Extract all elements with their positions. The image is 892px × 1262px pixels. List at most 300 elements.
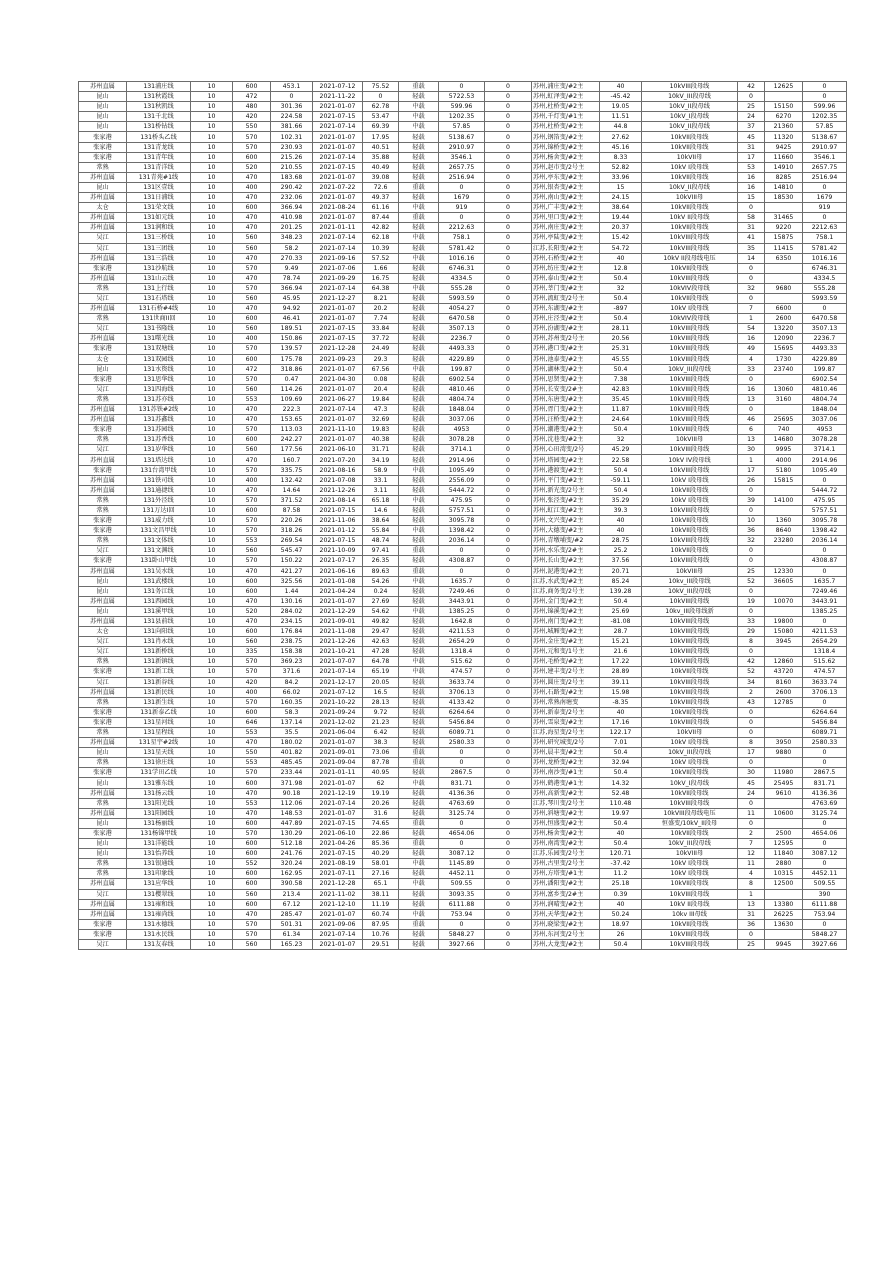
date-cell: 2021-09-24 (313, 707, 363, 717)
load-status-cell: 中载 (399, 909, 439, 919)
available-cell: 0 (803, 919, 847, 929)
capacity-cell: 11980 (765, 768, 803, 778)
margin-cell: 2556.09 (439, 475, 485, 485)
sub-value-cell: 85.24 (600, 576, 642, 586)
sub-value-cell: 50.4 (600, 314, 642, 324)
load-cell: 94.92 (271, 304, 313, 314)
bus-section-cell: 10kV I段母线 (642, 869, 738, 879)
available-cell: 3037.06 (803, 415, 847, 425)
reserve-cell: 0 (485, 485, 532, 495)
load-status-cell: 轻载 (399, 344, 439, 354)
date-cell: 2021-01-07 (313, 778, 363, 788)
load-rate-cell: 62 (363, 778, 399, 788)
margin-cell: 1848.04 (439, 405, 485, 415)
sub-value-cell: 25.2 (600, 546, 642, 556)
count-cell: 36 (738, 526, 765, 536)
sub-value-cell: 44.8 (600, 122, 642, 132)
bus-section-cell: 10kVIII段母线 (642, 354, 738, 364)
rated-capacity-cell: 600 (233, 627, 271, 637)
sub-value-cell: 17.16 (600, 717, 642, 727)
capacity-cell: 9610 (765, 788, 803, 798)
available-cell: 390 (803, 889, 847, 899)
voltage-cell: 10 (191, 879, 233, 889)
bus-section-cell: 10kVII段母线 (642, 667, 738, 677)
load-cell: 213.4 (271, 889, 313, 899)
sub-value-cell: 39.3 (600, 505, 642, 515)
table-row (79, 495, 847, 505)
line-name-cell: 131日浦线 (127, 193, 191, 203)
substation-cell: 苏州,富乡变/2#主 (532, 889, 600, 899)
date-cell: 2021-01-11 (313, 223, 363, 233)
margin-cell: 4654.06 (439, 828, 485, 838)
reserve-cell: 0 (485, 667, 532, 677)
margin-cell: 3633.74 (439, 677, 485, 687)
available-cell: 1016.16 (803, 253, 847, 263)
line-name-cell: 131桥钻线 (127, 122, 191, 132)
sub-value-cell: 19.05 (600, 102, 642, 112)
region-cell: 常熟 (79, 758, 127, 768)
load-cell: 114.26 (271, 384, 313, 394)
capacity-cell: 15150 (765, 102, 803, 112)
count-cell: 34 (738, 677, 765, 687)
load-cell: 130.16 (271, 596, 313, 606)
available-cell: 199.87 (803, 364, 847, 374)
capacity-cell (765, 929, 803, 939)
load-status-cell: 轻载 (399, 142, 439, 152)
bus-section-cell: 10kVII段母线 (642, 526, 738, 536)
sub-value-cell: 35.29 (600, 495, 642, 505)
load-status-cell: 轻载 (399, 929, 439, 939)
available-cell: 2236.7 (803, 334, 847, 344)
line-name-cell: 131三团线 (127, 243, 191, 253)
table-row (79, 738, 847, 748)
date-cell: 2021-07-15 (313, 849, 363, 859)
load-rate-cell: 38.64 (363, 516, 399, 526)
load-status-cell: 轻载 (399, 243, 439, 253)
count-cell: 32 (738, 536, 765, 546)
load-rate-cell: 53.47 (363, 112, 399, 122)
load-rate-cell: 35.88 (363, 152, 399, 162)
sub-value-cell: 45.55 (600, 354, 642, 364)
region-cell: 常熟 (79, 536, 127, 546)
reserve-cell: 0 (485, 828, 532, 838)
rated-capacity-cell: 646 (233, 717, 271, 727)
region-cell: 苏州直属 (79, 475, 127, 485)
load-cell: 109.69 (271, 394, 313, 404)
date-cell: 2021-07-14 (313, 929, 363, 939)
voltage-cell: 10 (191, 808, 233, 818)
region-cell: 苏州直属 (79, 172, 127, 182)
sub-value-cell: 139.28 (600, 586, 642, 596)
load-rate-cell: 27.16 (363, 869, 399, 879)
reserve-cell: 0 (485, 384, 532, 394)
count-cell: 16 (738, 334, 765, 344)
voltage-cell: 10 (191, 556, 233, 566)
date-cell: 2021-12-10 (313, 899, 363, 909)
available-cell: 0 (803, 697, 847, 707)
capacity-cell (765, 798, 803, 808)
count-cell: 30 (738, 768, 765, 778)
rated-capacity-cell: 570 (233, 667, 271, 677)
substation-cell: 苏州,元和变/1号主 (532, 647, 600, 657)
table-row (79, 213, 847, 223)
table-row (79, 172, 847, 182)
load-cell: 390.58 (271, 879, 313, 889)
rated-capacity-cell: 600 (233, 505, 271, 515)
reserve-cell: 0 (485, 344, 532, 354)
voltage-cell: 10 (191, 939, 233, 949)
rated-capacity-cell: 420 (233, 112, 271, 122)
line-name-cell: 131润和线 (127, 223, 191, 233)
sub-value-cell: 19.44 (600, 213, 642, 223)
line-name-cell: 131新谷线 (127, 677, 191, 687)
rated-capacity-cell: 560 (233, 939, 271, 949)
count-cell: 0 (738, 707, 765, 717)
load-rate-cell: 1.66 (363, 263, 399, 273)
reserve-cell: 0 (485, 778, 532, 788)
voltage-cell: 10 (191, 92, 233, 102)
count-cell: 0 (738, 728, 765, 738)
margin-cell: 6470.58 (439, 314, 485, 324)
region-cell: 常熟 (79, 162, 127, 172)
date-cell: 2021-12-17 (313, 677, 363, 687)
load-cell: 233.44 (271, 768, 313, 778)
load-status-cell: 轻载 (399, 485, 439, 495)
line-name-cell: 131苏铁#2线 (127, 405, 191, 415)
substation-cell: 苏州,池泰变/#2主 (532, 354, 600, 364)
table-row (79, 324, 847, 334)
substation-cell: 苏州,锦溪变/#2主 (532, 606, 600, 616)
count-cell: 8 (738, 879, 765, 889)
date-cell: 2021-01-12 (313, 526, 363, 536)
region-cell: 张家港 (79, 526, 127, 536)
load-rate-cell: 65.18 (363, 495, 399, 505)
line-name-cell: 131青苑#1线 (127, 172, 191, 182)
reserve-cell: 0 (485, 475, 532, 485)
available-cell: 0 (803, 758, 847, 768)
voltage-cell: 10 (191, 253, 233, 263)
line-name-cell: 131杨锦甲线 (127, 828, 191, 838)
region-cell: 昆山 (79, 818, 127, 828)
reserve-cell: 0 (485, 455, 532, 465)
line-name-cell: 131区壹线 (127, 182, 191, 192)
load-rate-cell: 20.05 (363, 677, 399, 687)
voltage-cell: 10 (191, 203, 233, 213)
margin-cell: 555.28 (439, 283, 485, 293)
available-cell: 0 (803, 616, 847, 626)
sub-value-cell: 50.4 (600, 748, 642, 758)
load-rate-cell: 32.69 (363, 415, 399, 425)
line-name-cell: 131银通线 (127, 859, 191, 869)
capacity-cell: 6270 (765, 112, 803, 122)
region-cell: 昆山 (79, 849, 127, 859)
rated-capacity-cell: 552 (233, 859, 271, 869)
sub-value-cell: 15.42 (600, 233, 642, 243)
margin-cell: 474.57 (439, 667, 485, 677)
region-cell: 昆山 (79, 122, 127, 132)
reserve-cell: 0 (485, 576, 532, 586)
available-cell: 4654.06 (803, 828, 847, 838)
substation-cell: 苏州,流虹变/2号主 (532, 293, 600, 303)
load-rate-cell: 0 (363, 92, 399, 102)
date-cell: 2021-06-10 (313, 828, 363, 838)
load-rate-cell: 54.62 (363, 606, 399, 616)
load-cell: 180.02 (271, 738, 313, 748)
table-row (79, 364, 847, 374)
sub-value-cell: 40 (600, 253, 642, 263)
table-row (79, 112, 847, 122)
load-rate-cell: 29.3 (363, 354, 399, 364)
bus-section-cell: 10kVIII段母线电压 (642, 808, 738, 818)
line-name-cell: 131水资线 (127, 364, 191, 374)
count-cell: 1 (738, 455, 765, 465)
available-cell: 4229.89 (803, 354, 847, 364)
load-rate-cell: 60.74 (363, 909, 399, 919)
region-cell: 常熟 (79, 394, 127, 404)
rated-capacity-cell: 560 (233, 293, 271, 303)
substation-cell: 苏州,虹江变/#2主 (532, 505, 600, 515)
line-name-cell: 131岁华线 (127, 445, 191, 455)
available-cell: 6264.64 (803, 707, 847, 717)
line-name-cell: 131新镇线 (127, 657, 191, 667)
margin-cell: 0 (439, 213, 485, 223)
bus-section-cell: 10kVIII段母线 (642, 687, 738, 697)
load-rate-cell: 55.84 (363, 526, 399, 536)
load-cell: 447.89 (271, 818, 313, 828)
load-cell: 381.66 (271, 122, 313, 132)
region-cell: 昆山 (79, 92, 127, 102)
rated-capacity-cell: 600 (233, 778, 271, 788)
line-name-cell: 131溪甲线 (127, 606, 191, 616)
reserve-cell: 0 (485, 516, 532, 526)
reserve-cell: 0 (485, 82, 532, 92)
substation-cell: 苏州,东唐变/#2主 (532, 394, 600, 404)
available-cell: 5456.84 (803, 717, 847, 727)
line-name-cell: 131阳光线 (127, 798, 191, 808)
bus-section-cell: 10kVII段母线 (642, 293, 738, 303)
sub-value-cell: 28.89 (600, 667, 642, 677)
region-cell: 张家港 (79, 465, 127, 475)
reserve-cell: 0 (485, 495, 532, 505)
substation-cell: 苏州,文兴变/#2主 (532, 516, 600, 526)
rated-capacity-cell: 600 (233, 879, 271, 889)
line-name-cell: 131扬云线 (127, 788, 191, 798)
available-cell: 5848.27 (803, 929, 847, 939)
rated-capacity-cell: 470 (233, 738, 271, 748)
line-name-cell: 131应华线 (127, 879, 191, 889)
capacity-cell (765, 505, 803, 515)
table-row (79, 606, 847, 616)
sub-value-cell: 50.4 (600, 939, 642, 949)
date-cell: 2021-09-01 (313, 748, 363, 758)
load-status-cell: 轻载 (399, 899, 439, 909)
available-cell: 2580.33 (803, 738, 847, 748)
table-row (79, 798, 847, 808)
region-cell: 苏州直属 (79, 909, 127, 919)
sub-value-cell: 50.24 (600, 909, 642, 919)
load-status-cell: 轻载 (399, 354, 439, 364)
load-status-cell: 中载 (399, 495, 439, 505)
reserve-cell: 0 (485, 324, 532, 334)
count-cell: 0 (738, 798, 765, 808)
table-row (79, 869, 847, 879)
margin-cell: 5138.67 (439, 132, 485, 142)
reserve-cell: 0 (485, 728, 532, 738)
load-status-cell: 重载 (399, 758, 439, 768)
load-rate-cell: 31.71 (363, 445, 399, 455)
substation-cell: 苏州,港渡变/#2主 (532, 465, 600, 475)
capacity-cell: 25695 (765, 415, 803, 425)
date-cell: 2021-07-14 (313, 152, 363, 162)
line-name-cell: 131荣文线 (127, 203, 191, 213)
substation-cell: 苏州,南沙变/#1主 (532, 768, 600, 778)
available-cell: 0 (803, 213, 847, 223)
table-row (79, 293, 847, 303)
available-cell: 3078.28 (803, 435, 847, 445)
capacity-cell: 5180 (765, 465, 803, 475)
sub-value-cell: 11.51 (600, 112, 642, 122)
sub-value-cell: 39.11 (600, 677, 642, 687)
bus-section-cell: 10kVIII段母线 (642, 627, 738, 637)
voltage-cell: 10 (191, 647, 233, 657)
voltage-cell: 10 (191, 384, 233, 394)
margin-cell: 4308.87 (439, 556, 485, 566)
region-cell: 苏州直属 (79, 253, 127, 263)
reserve-cell: 0 (485, 253, 532, 263)
load-rate-cell: 58.01 (363, 859, 399, 869)
margin-cell: 1016.16 (439, 253, 485, 263)
load-rate-cell: 73.06 (363, 748, 399, 758)
load-cell: 485.45 (271, 758, 313, 768)
reserve-cell: 0 (485, 405, 532, 415)
load-cell: 46.41 (271, 314, 313, 324)
region-cell: 苏州直属 (79, 596, 127, 606)
region-cell: 苏州直属 (79, 455, 127, 465)
load-cell: 176.84 (271, 627, 313, 637)
region-cell: 吴江 (79, 647, 127, 657)
bus-section-cell: 10kVIII母 (642, 849, 738, 859)
region-cell: 常熟 (79, 314, 127, 324)
table-row (79, 314, 847, 324)
margin-cell: 6746.31 (439, 263, 485, 273)
substation-cell: 苏州,塔园变/#2主 (532, 455, 600, 465)
load-rate-cell: 14.6 (363, 505, 399, 515)
line-name-cell: 131苏亦线 (127, 394, 191, 404)
load-rate-cell: 87.95 (363, 919, 399, 929)
count-cell: 0 (738, 293, 765, 303)
capacity-cell: 9995 (765, 445, 803, 455)
load-rate-cell: 20.2 (363, 304, 399, 314)
voltage-cell: 10 (191, 273, 233, 283)
load-status-cell: 轻载 (399, 808, 439, 818)
bus-section-cell: 10kV_I段母线 (642, 778, 738, 788)
line-name-cell: 131沙航线 (127, 263, 191, 273)
table-row (79, 203, 847, 213)
load-rate-cell: 10.39 (363, 243, 399, 253)
substation-cell: 苏州,毛桥变/#2主 (532, 657, 600, 667)
line-name-cell: 131吴水线 (127, 566, 191, 576)
date-cell: 2021-10-09 (313, 546, 363, 556)
substation-cell: 苏州,杜桥变/#2主 (532, 102, 600, 112)
available-cell: 5781.42 (803, 243, 847, 253)
line-name-cell: 131世商II回 (127, 314, 191, 324)
reserve-cell: 0 (485, 213, 532, 223)
reserve-cell: 0 (485, 717, 532, 727)
available-cell: 0 (803, 92, 847, 102)
reserve-cell: 0 (485, 334, 532, 344)
bus-section-cell: 10kV II段母线 (642, 899, 738, 909)
load-status-cell: 轻载 (399, 849, 439, 859)
margin-cell: 5757.51 (439, 505, 485, 515)
bus-section-cell: 10kVII段母线 (642, 485, 738, 495)
load-rate-cell: 67.56 (363, 364, 399, 374)
margin-cell: 3093.35 (439, 889, 485, 899)
count-cell: 43 (738, 697, 765, 707)
margin-cell: 475.95 (439, 495, 485, 505)
load-rate-cell: 62.78 (363, 102, 399, 112)
region-cell: 吴江 (79, 546, 127, 556)
rated-capacity-cell: 570 (233, 374, 271, 384)
count-cell: 0 (738, 606, 765, 616)
sub-value-cell: 25.69 (600, 606, 642, 616)
capacity-cell: 12500 (765, 879, 803, 889)
sub-value-cell: 12.8 (600, 263, 642, 273)
substation-cell: 苏州,方塔变/#1主 (532, 869, 600, 879)
bus-section-cell: 10kV I段母线 (642, 495, 738, 505)
load-status-cell: 中载 (399, 233, 439, 243)
line-name-cell: 131青龙线 (127, 142, 191, 152)
load-rate-cell: 31.6 (363, 808, 399, 818)
region-cell: 常熟 (79, 859, 127, 869)
substation-cell: 苏州,水乐变/2#主 (532, 546, 600, 556)
rated-capacity-cell: 600 (233, 354, 271, 364)
rated-capacity-cell: 570 (233, 919, 271, 929)
rated-capacity-cell: 600 (233, 899, 271, 909)
substation-cell: 苏州,亭陆变/#2主 (532, 233, 600, 243)
load-cell: 325.56 (271, 576, 313, 586)
capacity-cell (765, 485, 803, 495)
available-cell: 0 (803, 818, 847, 828)
load-rate-cell: 26.35 (363, 556, 399, 566)
voltage-cell: 10 (191, 828, 233, 838)
voltage-cell: 10 (191, 485, 233, 495)
reserve-cell: 0 (485, 657, 532, 667)
voltage-cell: 10 (191, 728, 233, 738)
bus-section-cell: 10kVII段母线 (642, 142, 738, 152)
load-cell: 366.94 (271, 283, 313, 293)
region-cell: 吴江 (79, 939, 127, 949)
margin-cell: 2867.5 (439, 768, 485, 778)
line-name-cell: 131外泾线 (127, 495, 191, 505)
table-row (79, 374, 847, 384)
load-cell: 9.49 (271, 263, 313, 273)
count-cell: 0 (738, 717, 765, 727)
date-cell: 2021-08-16 (313, 465, 363, 475)
margin-cell: 5993.59 (439, 293, 485, 303)
voltage-cell: 10 (191, 929, 233, 939)
bus-section-cell: 10kVIII段母线 (642, 465, 738, 475)
capacity-cell: 11320 (765, 132, 803, 142)
margin-cell: 758.1 (439, 233, 485, 243)
margin-cell: 599.96 (439, 102, 485, 112)
substation-cell: 苏州,南庄变/#2主 (532, 223, 600, 233)
load-status-cell: 轻载 (399, 586, 439, 596)
margin-cell: 2657.75 (439, 162, 485, 172)
count-cell: 17 (738, 748, 765, 758)
load-status-cell: 轻载 (399, 405, 439, 415)
table-row (79, 637, 847, 647)
capacity-cell: 3945 (765, 637, 803, 647)
